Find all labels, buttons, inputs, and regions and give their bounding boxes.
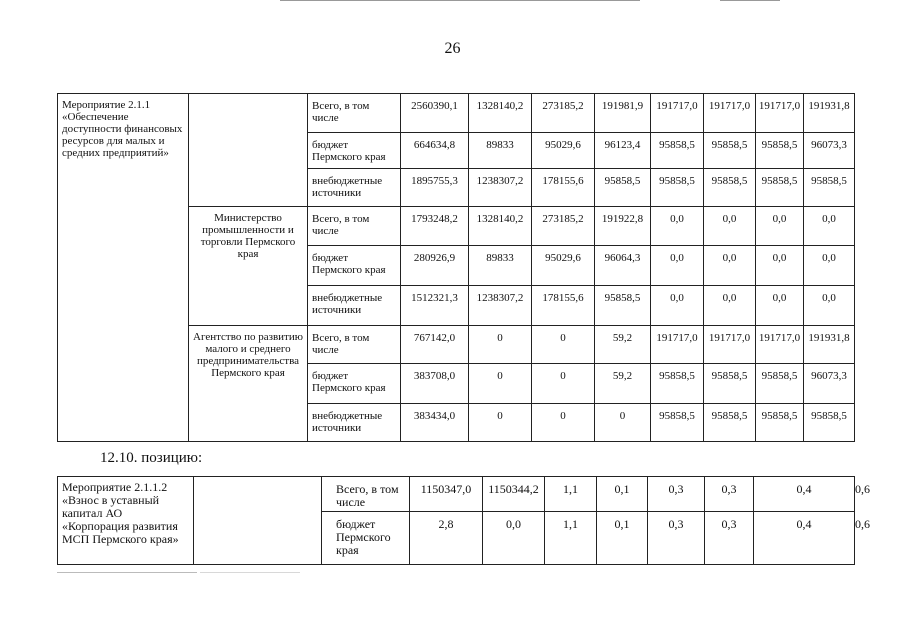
value-cell: 0 — [469, 326, 532, 364]
value-cell: 664634,8 — [401, 133, 469, 169]
value-cell: 0,3 — [705, 477, 754, 512]
value-cell: 0 — [532, 404, 595, 442]
value-cell: 0,0 — [756, 286, 804, 326]
value-cell: 89833 — [469, 246, 532, 286]
funding-type-cell: внебюджетные источники — [308, 286, 401, 326]
funding-type-cell: бюджет Пермского края — [308, 133, 401, 169]
bottom-rule-2 — [200, 572, 300, 573]
value-cell: 2,8 — [410, 512, 483, 565]
value-cell: 95858,5 — [651, 169, 704, 207]
position-table — [57, 476, 870, 565]
value-cell: 273185,2 — [532, 207, 595, 246]
empty-agency-cell — [194, 477, 322, 565]
value-cell: 383434,0 — [401, 404, 469, 442]
funding-type-cell: бюджет Пермского края — [308, 364, 401, 404]
event-name-cell: Мероприятие 2.1.1 «Обеспечение доступности финансовых ресурсов для малых и средних предприятий» — [58, 94, 189, 442]
value-cell: 95858,5 — [651, 404, 704, 442]
value-cell: 95858,5 — [704, 133, 756, 169]
value-cell: 1150344,2 — [483, 477, 545, 512]
value-cell: 0,0 — [804, 286, 855, 326]
value-cell: 191717,0 — [651, 94, 704, 133]
value-cell: 95029,6 — [532, 246, 595, 286]
value-cell: 1,1 — [545, 477, 597, 512]
value-cell: 95858,5 — [756, 133, 804, 169]
value-cell: 767142,0 — [401, 326, 469, 364]
value-cell: 0,1 — [597, 477, 648, 512]
agency-cell — [189, 94, 308, 207]
value-cell: 191922,8 — [595, 207, 651, 246]
value-cell: 273185,2 — [532, 94, 595, 133]
value-cell: 95858,5 — [756, 404, 804, 442]
value-cell: 95858,5 — [756, 364, 804, 404]
value-cell: 0,0 — [804, 246, 855, 286]
value-cell: 95858,5 — [804, 169, 855, 207]
top-edge-line-2 — [720, 0, 780, 1]
value-cell: 191717,0 — [704, 94, 756, 133]
value-cell: 178155,6 — [532, 169, 595, 207]
value-cell: 0,1 — [597, 512, 648, 565]
value-cell: 0,0 — [704, 246, 756, 286]
value-cell: 1328140,2 — [469, 207, 532, 246]
funding-type-cell: бюджет Пермского края — [308, 246, 401, 286]
value-cell: 0 — [469, 404, 532, 442]
value-cell: 59,2 — [595, 326, 651, 364]
value-cell: 1150347,0 — [410, 477, 483, 512]
value-cell: 96123,4 — [595, 133, 651, 169]
value-cell: 191717,0 — [756, 326, 804, 364]
value-cell: 1512321,3 — [401, 286, 469, 326]
value-cell: 95858,5 — [651, 133, 704, 169]
section-label: 12.10. позицию: — [100, 450, 203, 466]
value-cell: 96073,3 — [804, 364, 855, 404]
value-cell: 0,4 — [754, 512, 855, 565]
value-cell: 0,3 — [705, 512, 754, 565]
top-edge-line — [280, 0, 640, 1]
value-cell: 0,0 — [651, 286, 704, 326]
value-cell: 95858,5 — [595, 286, 651, 326]
value-cell: 1238307,2 — [469, 169, 532, 207]
value-cell: 95029,6 — [532, 133, 595, 169]
value-cell: 2560390,1 — [401, 94, 469, 133]
page-number: 26 — [444, 40, 461, 57]
table-row — [58, 94, 855, 133]
funding-type-cell: Всего, в том числе — [308, 94, 401, 133]
value-cell: 0,0 — [483, 512, 545, 565]
value-cell: 0,3 — [648, 512, 705, 565]
value-cell: 191717,0 — [756, 94, 804, 133]
value-cell: 0,4 — [754, 477, 855, 512]
funding-type-cell: бюджет Пермского края — [322, 512, 410, 565]
value-cell: 0,0 — [704, 286, 756, 326]
value-cell: 96064,3 — [595, 246, 651, 286]
value-cell: 191931,8 — [804, 326, 855, 364]
value-cell: 95858,5 — [595, 169, 651, 207]
value-cell: 191717,0 — [651, 326, 704, 364]
funding-type-cell: внебюджетные источники — [308, 169, 401, 207]
bottom-rule — [57, 572, 197, 573]
value-cell: 0 — [532, 326, 595, 364]
value-cell: 95858,5 — [704, 404, 756, 442]
funding-type-cell: Всего, в том числе — [308, 207, 401, 246]
value-cell: 0,3 — [648, 477, 705, 512]
value-cell: 95858,5 — [651, 364, 704, 404]
event-name-cell: Мероприятие 2.1.1.2 «Взнос в уставный капитал АО «Корпорация развития МСП Пермского края» — [58, 477, 194, 565]
value-cell: 96073,3 — [804, 133, 855, 169]
value-cell: 1,1 — [545, 512, 597, 565]
funding-table — [57, 93, 855, 442]
value-cell: 1793248,2 — [401, 207, 469, 246]
value-cell: 191931,8 — [804, 94, 855, 133]
value-cell: 0,0 — [651, 246, 704, 286]
value-cell: 89833 — [469, 133, 532, 169]
funding-type-cell: Всего, в том числе — [308, 326, 401, 364]
table-row: Мероприятие 2.1.1.2 «Взнос в уставный капитал АО «Корпорация развития МСП Пермского края» Всего, в том числе 1150347,0 1150344,2 1,1 0,1 0,3 0,3 0,4 0,6 — [58, 477, 855, 512]
table-row: бюджет Пермского края 2,8 0,0 1,1 0,1 0,3 0,3 0,4 0,6 — [58, 512, 855, 565]
value-cell: 95858,5 — [704, 364, 756, 404]
value-cell: 0,0 — [756, 207, 804, 246]
funding-type-cell: внебюджетные источники — [308, 404, 401, 442]
value-cell: 1328140,2 — [469, 94, 532, 133]
value-cell: 191981,9 — [595, 94, 651, 133]
value-cell: 0,0 — [704, 207, 756, 246]
value-cell: 0,0 — [756, 246, 804, 286]
value-cell: 0,0 — [804, 207, 855, 246]
value-cell: 191717,0 — [704, 326, 756, 364]
value-cell: 1238307,2 — [469, 286, 532, 326]
value-cell: 0 — [532, 364, 595, 404]
value-cell: 178155,6 — [532, 286, 595, 326]
value-cell: 59,2 — [595, 364, 651, 404]
value-cell: 0,0 — [651, 207, 704, 246]
value-cell: 0 — [469, 364, 532, 404]
agency-cell: Министерство промышленности и торговли Пермского края — [189, 207, 308, 326]
value-cell: 0 — [595, 404, 651, 442]
value-cell: 95858,5 — [704, 169, 756, 207]
value-cell: 280926,9 — [401, 246, 469, 286]
funding-type-cell: Всего, в том числе — [322, 477, 410, 512]
value-cell: 1895755,3 — [401, 169, 469, 207]
value-cell: 95858,5 — [756, 169, 804, 207]
value-cell: 383708,0 — [401, 364, 469, 404]
agency-cell: Агентство по развитию малого и среднего предпринимательства Пермского края — [189, 326, 308, 442]
value-cell: 95858,5 — [804, 404, 855, 442]
